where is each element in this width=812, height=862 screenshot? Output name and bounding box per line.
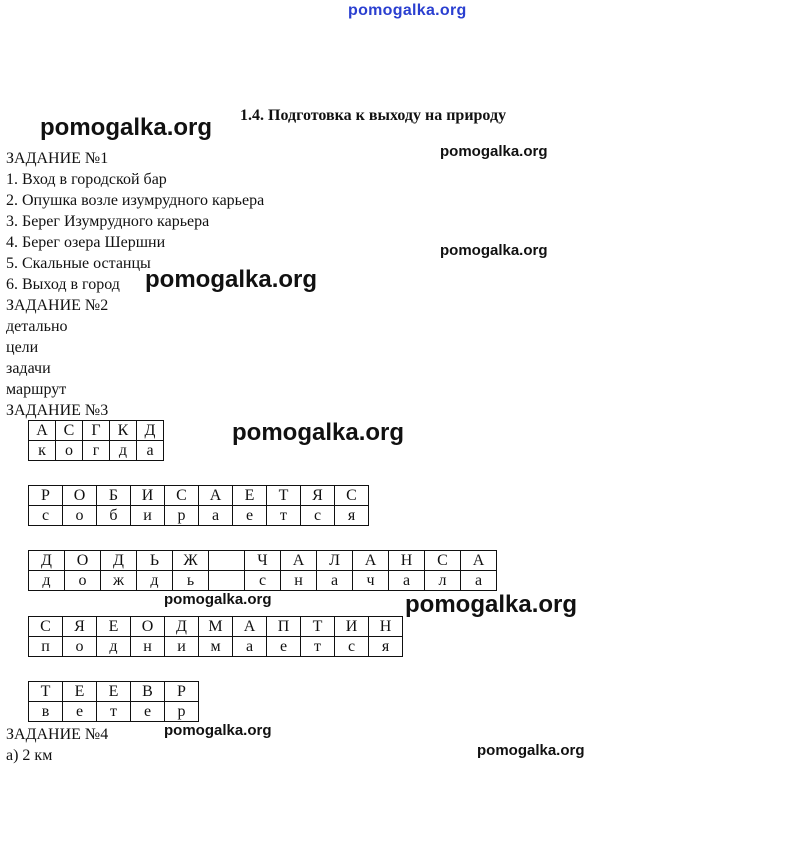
grid-cell: Л — [317, 551, 353, 571]
grid-cell: Т — [267, 486, 301, 506]
watermark-9: pomogalka.org — [477, 742, 585, 759]
task1-item: 3. Берег Изумрудного карьера — [6, 213, 210, 230]
grid-row-decoded — [29, 702, 199, 722]
grid-cell: ж — [101, 571, 137, 591]
grid-cell: А — [353, 551, 389, 571]
grid-cell: Р — [29, 486, 63, 506]
grid-cell: Н — [389, 551, 425, 571]
grid-cell: б — [97, 506, 131, 526]
grid-cell: т — [97, 702, 131, 722]
grid-cell: о — [65, 571, 101, 591]
task1-item: 5. Скальные останцы — [6, 255, 151, 272]
grid-cell: н — [281, 571, 317, 591]
grid-row-decoded — [29, 637, 403, 657]
task1-item: 6. Выход в город — [6, 276, 120, 293]
grid-cell: М — [199, 617, 233, 637]
grid-row-decoded — [29, 441, 164, 461]
letter-grid-3 — [28, 550, 497, 591]
grid-cell: С — [165, 486, 199, 506]
watermark-top: pomogalka.org — [348, 2, 467, 19]
grid-cell: с — [335, 637, 369, 657]
watermark-4: pomogalka.org — [145, 266, 318, 293]
grid-cell: Д — [101, 551, 137, 571]
grid-cell: т — [267, 506, 301, 526]
grid-cell: в — [29, 702, 63, 722]
grid-cell: а — [137, 441, 164, 461]
grid-row-encoded — [29, 682, 199, 702]
grid-row-encoded — [29, 551, 497, 571]
grid-cell: А — [199, 486, 233, 506]
grid-cell: Г — [83, 421, 110, 441]
task2-item: задачи — [6, 360, 51, 377]
grid-cell — [209, 571, 245, 591]
grid-cell: ь — [173, 571, 209, 591]
watermark-6: pomogalka.org — [164, 591, 272, 608]
task2-heading: ЗАДАНИЕ №2 — [6, 297, 109, 314]
grid-cell: Д — [29, 551, 65, 571]
grid-cell: С — [29, 617, 63, 637]
grid-cell: Е — [63, 682, 97, 702]
grid-cell — [209, 551, 245, 571]
task1-item: 1. Вход в городской бар — [6, 171, 167, 188]
grid-cell: л — [425, 571, 461, 591]
watermark-2: pomogalka.org — [440, 143, 548, 160]
grid-cell: ч — [353, 571, 389, 591]
grid-cell: Е — [233, 486, 267, 506]
letter-grid-1 — [28, 420, 164, 461]
grid-cell: е — [233, 506, 267, 526]
grid-cell: я — [335, 506, 369, 526]
grid-cell: Ж — [173, 551, 209, 571]
grid-cell: С — [335, 486, 369, 506]
grid-cell: а — [317, 571, 353, 591]
grid-cell: Д — [165, 617, 199, 637]
grid-cell: Н — [369, 617, 403, 637]
grid-cell: К — [110, 421, 137, 441]
grid-cell: а — [461, 571, 497, 591]
grid-cell: А — [29, 421, 56, 441]
grid-cell: е — [63, 702, 97, 722]
grid-cell: П — [267, 617, 301, 637]
grid-cell: я — [369, 637, 403, 657]
grid-cell: д — [137, 571, 173, 591]
grid-cell: С — [425, 551, 461, 571]
grid-cell: А — [461, 551, 497, 571]
grid-cell: т — [301, 637, 335, 657]
task1-item: 2. Опушка возле изумрудного карьера — [6, 192, 265, 209]
watermark-1: pomogalka.org — [40, 114, 213, 141]
grid-cell: Р — [165, 682, 199, 702]
grid-cell: А — [281, 551, 317, 571]
grid-cell: И — [335, 617, 369, 637]
page-title: 1.4. Подготовка к выходу на природу — [240, 107, 507, 124]
grid-cell: с — [29, 506, 63, 526]
grid-cell: е — [267, 637, 301, 657]
grid-cell: и — [131, 506, 165, 526]
grid-cell: д — [29, 571, 65, 591]
grid-cell: Т — [301, 617, 335, 637]
grid-cell: Т — [29, 682, 63, 702]
grid-cell: р — [165, 506, 199, 526]
grid-cell: д — [97, 637, 131, 657]
grid-cell: к — [29, 441, 56, 461]
grid-cell: м — [199, 637, 233, 657]
grid-cell: и — [165, 637, 199, 657]
letter-grid-2 — [28, 485, 369, 526]
grid-cell: а — [199, 506, 233, 526]
grid-cell: а — [233, 637, 267, 657]
grid-cell: о — [56, 441, 83, 461]
grid-cell: И — [131, 486, 165, 506]
watermark-7: pomogalka.org — [405, 591, 578, 618]
grid-cell: В — [131, 682, 165, 702]
grid-cell: о — [63, 506, 97, 526]
grid-cell: О — [65, 551, 101, 571]
grid-cell: Д — [137, 421, 164, 441]
grid-row-encoded — [29, 421, 164, 441]
grid-cell: н — [131, 637, 165, 657]
grid-cell: р — [165, 702, 199, 722]
grid-cell: Б — [97, 486, 131, 506]
grid-cell: А — [233, 617, 267, 637]
grid-cell: о — [63, 637, 97, 657]
letter-grid-5 — [28, 681, 199, 722]
grid-row-encoded — [29, 486, 369, 506]
letter-grid-4 — [28, 616, 403, 657]
task2-item: цели — [6, 339, 39, 356]
grid-cell: г — [83, 441, 110, 461]
grid-cell: Ч — [245, 551, 281, 571]
task3-heading: ЗАДАНИЕ №3 — [6, 402, 109, 419]
grid-cell: Я — [301, 486, 335, 506]
grid-row-decoded — [29, 506, 369, 526]
grid-row-decoded — [29, 571, 497, 591]
task1-heading: ЗАДАНИЕ №1 — [6, 150, 109, 167]
task4-heading: ЗАДАНИЕ №4 — [6, 726, 109, 743]
grid-cell: д — [110, 441, 137, 461]
grid-cell: п — [29, 637, 63, 657]
watermark-3: pomogalka.org — [440, 242, 548, 259]
watermark-5: pomogalka.org — [232, 419, 405, 446]
task4-answer: а) 2 км — [6, 747, 53, 764]
grid-cell: е — [131, 702, 165, 722]
grid-cell: а — [389, 571, 425, 591]
grid-cell: Ь — [137, 551, 173, 571]
grid-cell: С — [56, 421, 83, 441]
watermark-8: pomogalka.org — [164, 722, 272, 739]
grid-cell: с — [301, 506, 335, 526]
grid-cell: Е — [97, 617, 131, 637]
grid-cell: Я — [63, 617, 97, 637]
task2-item: детально — [6, 318, 68, 335]
task2-item: маршрут — [6, 381, 67, 398]
grid-cell: О — [63, 486, 97, 506]
grid-cell: Е — [97, 682, 131, 702]
grid-cell: с — [245, 571, 281, 591]
grid-row-encoded — [29, 617, 403, 637]
task1-item: 4. Берег озера Шершни — [6, 234, 166, 251]
grid-cell: О — [131, 617, 165, 637]
